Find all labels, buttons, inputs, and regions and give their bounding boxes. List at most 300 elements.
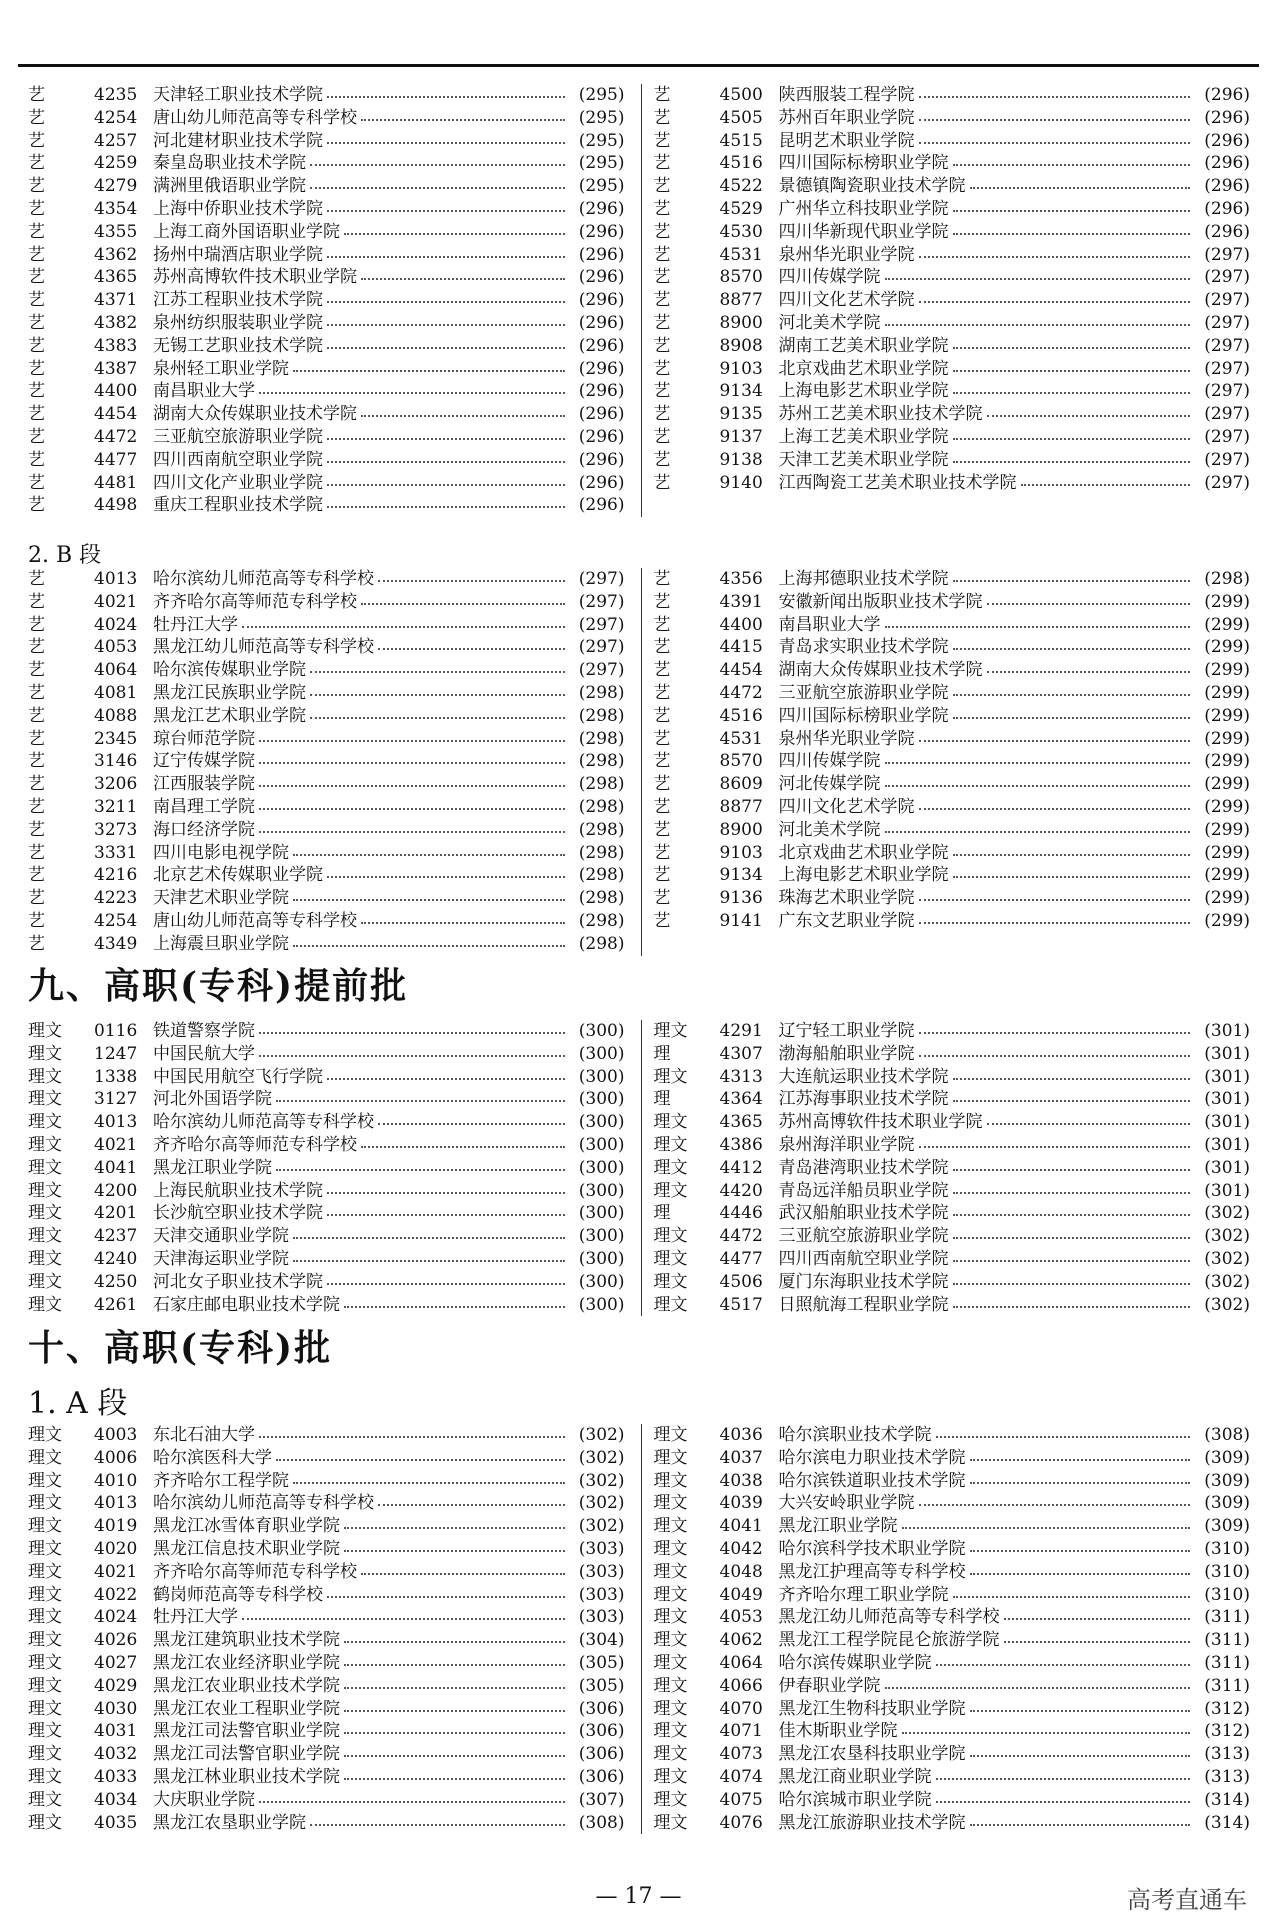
school-code: 4071 [719, 1721, 763, 1742]
list-item [28, 1180, 625, 1203]
school-code: 4261 [94, 1294, 138, 1315]
school-code: 4500 [719, 85, 763, 105]
list-item [654, 1294, 1251, 1317]
list-item [654, 682, 1251, 705]
school-code: 4019 [94, 1516, 138, 1537]
dot-leader [953, 426, 1191, 440]
school-name: 黑龙江职业学院 [778, 1516, 898, 1537]
category-label: 理文 [653, 1294, 688, 1315]
list-item [28, 636, 625, 659]
category-label: 理文 [28, 1675, 62, 1696]
category-label: 艺 [28, 85, 45, 105]
school-code: 4013 [94, 1493, 138, 1514]
dot-leader [259, 773, 565, 787]
art-b-subheading: 2. B 段 [28, 543, 102, 568]
page-reference: (297) [1204, 472, 1250, 493]
list-item [28, 244, 625, 267]
category-label: 理文 [28, 1698, 62, 1719]
category-label: 理文 [653, 1248, 688, 1269]
school-code: 8570 [719, 267, 763, 288]
page-reference: (312) [1204, 1698, 1250, 1719]
school-name: 三亚航空旅游职业学院 [778, 1226, 949, 1247]
dot-leader [953, 152, 1191, 166]
category-label: 艺 [653, 728, 671, 749]
list-item [28, 1088, 625, 1111]
school-name: 广东文艺职业学院 [778, 910, 915, 931]
school-code: 4064 [719, 1652, 763, 1673]
school-name: 重庆工程职业技术学院 [153, 495, 323, 516]
school-code: 4024 [94, 614, 138, 635]
category-label: 艺 [28, 796, 45, 817]
school-code: 4516 [719, 153, 763, 174]
school-code: 4237 [94, 1226, 138, 1247]
school-name: 黑龙江农业工程职业学院 [153, 1698, 340, 1719]
page-reference: (299) [1204, 614, 1250, 635]
category-label: 理文 [653, 1766, 688, 1787]
school-code: 4446 [719, 1203, 763, 1224]
dot-leader [327, 1271, 565, 1285]
school-code: 4216 [94, 865, 138, 886]
dot-leader [970, 1698, 1191, 1712]
dot-leader [885, 773, 1191, 787]
school-name: 湖南工艺美术职业学院 [778, 335, 949, 356]
school-code: 3146 [94, 751, 138, 772]
category-label: 理文 [28, 1516, 62, 1537]
category-label: 艺 [653, 290, 671, 311]
list-item [28, 130, 625, 153]
dot-leader [344, 1515, 565, 1529]
category-label: 艺 [28, 591, 45, 612]
category-label: 理文 [653, 1516, 688, 1537]
school-code: 4034 [94, 1789, 138, 1810]
category-label: 艺 [653, 85, 671, 105]
dot-leader [293, 1470, 565, 1484]
page-reference: (295) [578, 153, 625, 174]
category-label: 理文 [28, 1812, 62, 1833]
school-code: 4257 [94, 130, 138, 151]
list-item [654, 1157, 1251, 1180]
dot-leader [378, 568, 565, 582]
regular-a-left-column [28, 1424, 642, 1834]
page-reference: (312) [1204, 1721, 1250, 1742]
school-name: 黑龙江职业学院 [153, 1157, 272, 1178]
school-code: 9136 [719, 888, 763, 909]
page-reference: (300) [578, 1203, 625, 1224]
school-code: 4386 [719, 1134, 763, 1155]
dot-leader [293, 1248, 565, 1262]
school-name: 北京戏曲艺术职业学院 [778, 842, 949, 863]
school-name: 苏州百年职业学院 [778, 107, 915, 128]
dot-leader [310, 659, 565, 673]
page-reference: (301) [1204, 1157, 1250, 1178]
dot-leader [327, 426, 565, 440]
school-name: 四川文化产业职业学院 [153, 472, 323, 493]
category-label: 艺 [653, 130, 671, 151]
list-item [654, 380, 1251, 403]
page-reference: (309) [1204, 1447, 1250, 1468]
dot-leader [344, 1294, 565, 1308]
dot-leader [987, 591, 1191, 605]
list-item [654, 796, 1251, 819]
page-reference: (296) [578, 312, 625, 333]
school-name: 天津交通职业学院 [153, 1226, 289, 1247]
dot-leader [259, 1043, 565, 1057]
list-item [654, 449, 1251, 472]
page-reference: (311) [1204, 1652, 1250, 1673]
school-code: 4481 [94, 472, 138, 493]
category-label: 理文 [28, 1447, 62, 1468]
list-item [654, 1066, 1251, 1089]
school-name: 河北外国语学院 [153, 1089, 272, 1110]
school-name: 四川文化艺术学院 [778, 796, 915, 817]
school-name: 齐齐哈尔高等师范专科学校 [153, 1561, 357, 1582]
category-label: 理文 [28, 1561, 62, 1582]
school-code: 8908 [719, 335, 763, 356]
dot-leader [378, 636, 565, 650]
page-reference: (296) [1204, 198, 1250, 219]
dot-leader [293, 842, 565, 856]
list-item [28, 933, 625, 956]
category-label: 理文 [653, 1226, 688, 1247]
school-name: 哈尔滨传媒职业学院 [778, 1652, 932, 1673]
category-label: 艺 [653, 569, 671, 589]
school-name: 四川华新现代职业学院 [778, 221, 949, 242]
school-name: 北京戏曲艺术职业学院 [778, 358, 949, 379]
dot-leader [885, 750, 1191, 764]
school-name: 珠海艺术职业学院 [778, 888, 915, 909]
school-name: 黑龙江民族职业学院 [153, 682, 306, 703]
list-item [654, 84, 1251, 107]
page-reference: (298) [578, 933, 625, 954]
school-name: 青岛港湾职业技术学院 [778, 1157, 949, 1178]
list-item [28, 1202, 625, 1225]
list-item [654, 403, 1251, 426]
category-label: 理文 [28, 1043, 62, 1064]
early-left-column [28, 1020, 642, 1316]
dot-leader [259, 1020, 565, 1034]
school-code: 9103 [719, 842, 763, 863]
school-name: 四川国际标榜职业学院 [778, 153, 949, 174]
category-label: 理文 [653, 1721, 688, 1742]
dot-leader [953, 682, 1191, 696]
page-reference: (299) [1204, 751, 1250, 772]
category-label: 艺 [28, 426, 45, 447]
dot-leader [344, 1629, 565, 1643]
list-item [654, 887, 1251, 910]
school-name: 伊春职业学院 [778, 1675, 881, 1696]
school-name: 陕西服装工程学院 [778, 85, 915, 105]
school-name: 河北美术学院 [778, 819, 881, 840]
category-label: 艺 [28, 404, 45, 425]
dot-leader [344, 1652, 565, 1666]
category-label: 艺 [653, 426, 671, 447]
category-label: 艺 [653, 660, 671, 681]
page-reference: (298) [578, 751, 625, 772]
school-code: 4033 [94, 1766, 138, 1787]
dot-leader [361, 403, 565, 417]
school-name: 上海中侨职业技术学院 [153, 198, 323, 219]
school-name: 黑龙江幼儿师范高等专科学校 [153, 637, 374, 658]
school-name: 青岛远洋船员职业学院 [778, 1180, 949, 1201]
school-name: 秦皇岛职业技术学院 [153, 153, 306, 174]
page-reference: (300) [578, 1248, 625, 1269]
category-label: 艺 [28, 569, 45, 589]
school-name: 河北建材职业技术学院 [153, 130, 323, 151]
category-label: 理 [653, 1203, 671, 1224]
category-label: 理文 [28, 1066, 62, 1087]
category-label: 艺 [28, 774, 45, 795]
school-code: 4003 [94, 1425, 138, 1445]
art-a-block [28, 84, 1250, 517]
school-name: 泉州华光职业学院 [778, 728, 915, 749]
list-item [654, 1202, 1251, 1225]
page-reference: (302) [1204, 1226, 1250, 1247]
category-label: 理文 [28, 1744, 62, 1765]
school-name: 齐齐哈尔高等师范专科学校 [153, 1134, 357, 1155]
dot-leader [987, 659, 1191, 673]
dot-leader [970, 1561, 1191, 1575]
dot-leader [327, 335, 565, 349]
school-name: 广州华立科技职业学院 [778, 198, 949, 219]
school-code: 4259 [94, 153, 138, 174]
category-label: 艺 [653, 614, 671, 635]
category-label: 理文 [28, 1789, 62, 1810]
page-reference: (300) [578, 1294, 625, 1315]
school-name: 东北石油大学 [153, 1425, 255, 1445]
dot-leader [953, 1248, 1191, 1262]
category-label: 艺 [28, 244, 45, 265]
school-code: 4307 [719, 1043, 763, 1064]
page-reference: (296) [578, 198, 625, 219]
page-reference: (296) [1204, 153, 1250, 174]
list-item [654, 750, 1251, 773]
category-label: 艺 [28, 381, 45, 402]
list-item [654, 130, 1251, 153]
list-item [654, 864, 1251, 887]
school-code: 4021 [94, 591, 138, 612]
school-name: 大庆职业学院 [153, 1789, 255, 1810]
category-label: 理文 [653, 1789, 688, 1810]
school-name: 黑龙江信息技术职业学院 [153, 1538, 340, 1559]
dot-leader [919, 1134, 1191, 1148]
school-code: 4365 [719, 1112, 763, 1133]
list-item [654, 426, 1251, 449]
category-label: 理文 [653, 1652, 688, 1673]
school-name: 黑龙江农垦职业学院 [153, 1812, 306, 1833]
dot-leader [885, 312, 1191, 326]
list-item [654, 312, 1251, 335]
school-code: 4472 [719, 682, 763, 703]
page-reference: (302) [578, 1447, 625, 1468]
page-reference: (297) [578, 660, 625, 681]
list-item [654, 773, 1251, 796]
dot-leader [919, 910, 1191, 924]
school-name: 上海工艺美术职业学院 [778, 426, 949, 447]
category-label: 理文 [28, 1226, 62, 1247]
school-code: 4400 [719, 614, 763, 635]
dot-leader [344, 1766, 565, 1780]
page-reference: (299) [1204, 637, 1250, 658]
school-name: 中国民航大学 [153, 1043, 255, 1064]
category-label: 艺 [653, 910, 671, 931]
list-item [654, 1043, 1251, 1066]
page-reference: (300) [578, 1043, 625, 1064]
category-label: 艺 [653, 819, 671, 840]
dot-leader [327, 312, 565, 326]
school-code: 4477 [94, 449, 138, 470]
school-code: 4200 [94, 1180, 138, 1201]
list-item [28, 1134, 625, 1157]
school-name: 渤海船舶职业学院 [778, 1043, 915, 1064]
list-item [28, 1043, 625, 1066]
page-reference: (303) [578, 1584, 625, 1605]
school-name: 哈尔滨科学技术职业学院 [778, 1538, 966, 1559]
school-name: 黑龙江农业经济职业学院 [153, 1652, 340, 1673]
category-label: 艺 [28, 637, 45, 658]
regular-a-subheading: 1. A 段 [28, 1386, 128, 1421]
school-code: 4356 [719, 569, 763, 589]
school-name: 江西服装学院 [153, 774, 255, 795]
school-code: 8900 [719, 819, 763, 840]
category-label: 理文 [28, 1652, 62, 1673]
school-name: 武汉船舶职业技术学院 [778, 1203, 949, 1224]
school-name: 景德镇陶瓷职业技术学院 [778, 176, 966, 197]
school-name: 辽宁轻工职业学院 [778, 1021, 915, 1041]
page-reference: (306) [578, 1744, 625, 1765]
page-reference: (296) [578, 335, 625, 356]
school-name: 四川西南航空职业学院 [153, 449, 323, 470]
list-item [654, 1629, 1251, 1652]
category-label: 艺 [28, 842, 45, 863]
dot-leader [970, 1812, 1191, 1826]
category-label: 艺 [28, 705, 45, 726]
category-label: 理文 [653, 1561, 688, 1582]
school-code: 4240 [94, 1248, 138, 1269]
school-name: 哈尔滨传媒职业学院 [153, 660, 306, 681]
page-reference: (297) [578, 637, 625, 658]
school-name: 牡丹江大学 [153, 614, 238, 635]
school-name: 天津轻工职业技术学院 [153, 85, 323, 105]
school-name: 四川传媒学院 [778, 267, 881, 288]
page-reference: (308) [578, 1812, 625, 1833]
dot-leader [953, 1157, 1191, 1171]
category-label: 理文 [28, 1248, 62, 1269]
category-label: 艺 [653, 774, 671, 795]
dot-leader [259, 1789, 565, 1803]
page-reference: (298) [578, 819, 625, 840]
dot-leader [327, 244, 565, 258]
school-name: 河北美术学院 [778, 312, 881, 333]
school-name: 苏州高博软件技术职业学院 [778, 1112, 983, 1133]
list-item [28, 175, 625, 198]
list-item [28, 773, 625, 796]
regular-a-right-column [642, 1424, 1251, 1834]
school-code: 4531 [719, 728, 763, 749]
list-item [28, 796, 625, 819]
page-reference: (298) [578, 796, 625, 817]
list-item [28, 312, 625, 335]
list-item [654, 568, 1251, 591]
category-label: 艺 [653, 312, 671, 333]
list-item [28, 1492, 625, 1515]
page-reference: (296) [578, 426, 625, 447]
page-reference: (300) [578, 1134, 625, 1155]
school-code: 4064 [94, 660, 138, 681]
category-label: 艺 [653, 358, 671, 379]
list-item [28, 449, 625, 472]
list-item [654, 175, 1251, 198]
school-code: 4235 [94, 85, 138, 105]
school-name: 铁道警察学院 [153, 1021, 255, 1041]
dot-leader [953, 198, 1191, 212]
school-code: 4250 [94, 1271, 138, 1292]
list-item [28, 1248, 625, 1271]
list-item [654, 244, 1251, 267]
page-number: — 17 — [595, 1884, 682, 1909]
dot-leader [953, 1180, 1191, 1194]
early-batch-heading: 九、高职(专科)提前批 [28, 965, 409, 1007]
school-code: 3273 [94, 819, 138, 840]
school-name: 河北传媒学院 [778, 774, 881, 795]
school-code: 4038 [719, 1470, 763, 1491]
page-reference: (300) [578, 1021, 625, 1041]
school-name: 哈尔滨医科大学 [153, 1447, 272, 1468]
page-reference: (298) [578, 774, 625, 795]
dot-leader [327, 1584, 565, 1598]
list-item [28, 1157, 625, 1180]
category-label: 艺 [28, 933, 45, 954]
list-item [654, 289, 1251, 312]
school-name: 石家庄邮电职业技术学院 [153, 1294, 340, 1315]
dot-leader [919, 796, 1191, 810]
school-code: 4522 [719, 176, 763, 197]
page-reference: (296) [1204, 107, 1250, 128]
list-item [654, 1225, 1251, 1248]
list-item [654, 819, 1251, 842]
school-code: 4387 [94, 358, 138, 379]
category-label: 艺 [28, 176, 45, 197]
dot-leader [936, 1652, 1191, 1666]
page-reference: (296) [578, 381, 625, 402]
page-reference: (299) [1204, 705, 1250, 726]
category-label: 艺 [653, 381, 671, 402]
school-name: 黑龙江林业职业技术学院 [153, 1766, 340, 1787]
category-label: 理文 [28, 1180, 62, 1201]
page-reference: (306) [578, 1721, 625, 1742]
category-label: 艺 [28, 312, 45, 333]
page-reference: (296) [578, 404, 625, 425]
page-reference: (297) [578, 569, 625, 589]
school-code: 4254 [94, 910, 138, 931]
school-code: 4006 [94, 1447, 138, 1468]
school-code: 4053 [94, 637, 138, 658]
school-name: 苏州高博软件技术职业学院 [153, 267, 357, 288]
school-code: 4037 [719, 1447, 763, 1468]
page-reference: (299) [1204, 888, 1250, 909]
list-item [28, 266, 625, 289]
page-reference: (298) [578, 842, 625, 863]
list-item [28, 403, 625, 426]
school-code: 4031 [94, 1721, 138, 1742]
school-name: 湖南大众传媒职业技术学院 [153, 404, 357, 425]
school-code: 4073 [719, 1744, 763, 1765]
dot-leader [953, 636, 1191, 650]
category-label: 艺 [28, 107, 45, 128]
school-code: 4021 [94, 1134, 138, 1155]
list-item [28, 819, 625, 842]
school-code: 4254 [94, 107, 138, 128]
page-reference: (299) [1204, 865, 1250, 886]
